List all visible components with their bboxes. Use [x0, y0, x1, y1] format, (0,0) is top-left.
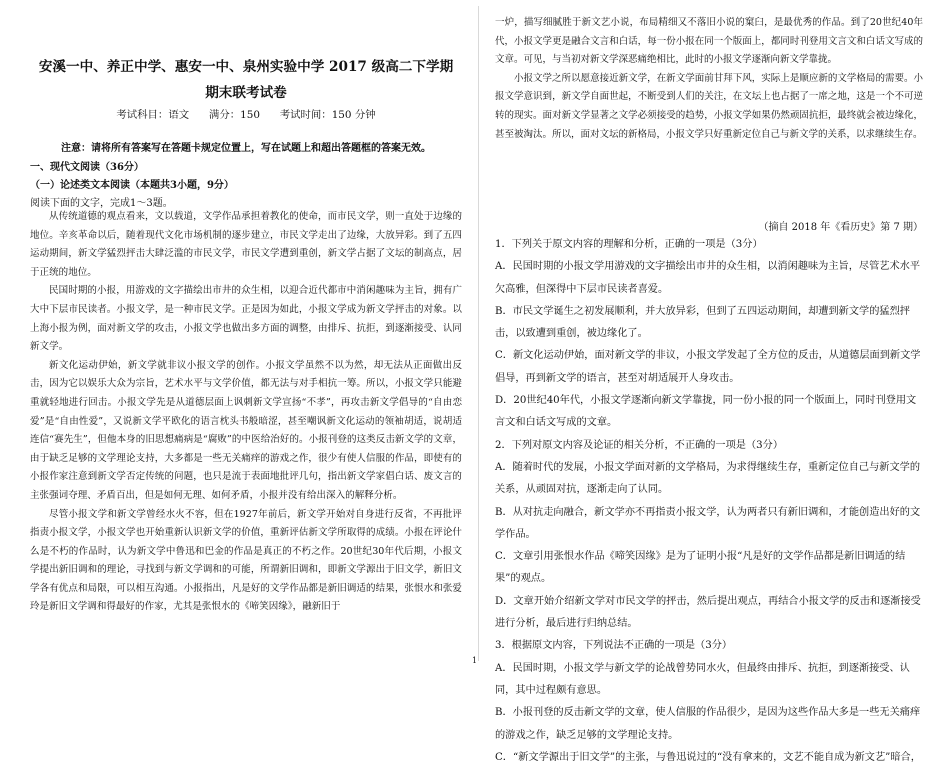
column-divider [478, 6, 479, 661]
question-option: C．新文化运动伊始，面对新文学的非议，小报文学发起了全方位的反击，从道德层面到新文学倡导，再到新文学的语言，甚至对胡适展开人身攻击。 [495, 350, 921, 384]
passage-paragraph: 小报文学之所以愿意接近新文学，在新文学面前甘拜下风，实际上是顺应新的文学格局的需要。小报文学意识到，新文学自面世起，不断受到人们的关注，在文坛上也占据了一席之地，这是一个不可逆转的现实。面对新文学显著之文学必须接受的趋势，小报文学如果仍然顽固抗拒，最终就会被边缘化，甚至被淘汰。所以，面对文坛的新格局，小报文学只好重新定位自己与新文学的关系，以求继续生存。 [495, 72, 923, 140]
exam-notice: 注意：请将所有答案写在答题卡规定位置上，写在试题上和超出答题框的答案无效。 [61, 143, 431, 154]
question-stem: 3．根据原文内容，下列说法不正确的一项是（3分） [495, 640, 733, 652]
passage-left [30, 208, 462, 617]
question-option: A．民国时期，小报文学与新文学的论战曾势同水火，但最终由排斥、抗拒，到逐渐接受、认同，其中过程颇有意思。 [495, 662, 910, 696]
question-option: D．20世纪40年代，小报文学逐渐向新文学靠拢，同一份小报的同一个版面上，同时刊登用文言文和白话文写成的文章。 [495, 395, 917, 429]
exam-title-line2: 期末联考试卷 [205, 85, 287, 101]
reading-instruction: 阅读下面的文字，完成1～3题。 [30, 198, 173, 209]
question-option: C．“新文学源出于旧文学”的主张，与鲁迅说过的“没有拿来的，文艺不能自成为新文艺”暗合， [495, 751, 921, 763]
passage-paragraph: 一炉，描写细腻胜于新文艺小说，布局精细又不落旧小说的窠臼，是最优秀的作品。到了20世纪40年代，小报文学更是融合文言和白话，每一份小报在同一个版面上，都同时刊登用文言文和白话文写成的文章。可见，与当初对新文学深恶痛绝相比，此时的小报文学逐渐向新文学靠拢。 [495, 17, 923, 66]
question-stem: 2．下列对原文内容及论证的相关分析，不正确的一项是（3分） [495, 439, 784, 451]
passage-source: （摘自 2018 年《看历史》第 7 期） [758, 222, 923, 233]
question-option: C．文章引用张恨水作品《啼笑因缘》是为了证明小报“凡是好的文学作品都是新旧调适的结果”的观点。 [495, 551, 906, 585]
question-option: D．文章开始介绍新文学对市民文学的抨击，然后提出观点，再结合小报文学的反击和逐渐接受进行分析，最后进行归纳总结。 [495, 595, 921, 630]
passage-right [495, 14, 923, 144]
question-option: A．民国时期的小报文学用游戏的文字描绘出市井的众生相，以消闲趣味为主旨，尽管艺术水平欠高雅，但深得中下层市民读者喜爱。 [495, 261, 921, 295]
question-option: B．从对抗走向融合，新文学亦不再指责小报文学，认为两者只有新旧调和，才能创造出好的文学作品。 [495, 506, 921, 540]
passage-paragraph: 从传统道德的观点看来，文以载道，文学作品承担着教化的使命，而市民文学，则一直处于边缘的地位。辛亥革命以后，随着现代文化市场机制的逐步建立，市民文学走出了边缘，大放异彩。到了五四运动期间，新文学猛烈抨击大肆泛滥的市民文学，市民文学遭到重创，新文学占据了文坛的制高点，居于正统的地位。 [30, 211, 462, 278]
subsection-heading: （一）论述类文本阅读（本题共3小题，9分） [30, 180, 234, 191]
exam-title-line1: 安溪一中、养正中学、惠安一中、泉州实验中学 2017 级高二下学期 [38, 59, 454, 75]
question-list [495, 234, 923, 769]
section-heading: 一、现代文阅读（36分） [30, 162, 144, 173]
question-option: A．随着时代的发展，小报文学面对新的文学格局，为求得继续生存，重新定位自己与新文学的关系，从顽固对抗，逐渐走向了认同。 [495, 461, 921, 496]
passage-paragraph: 尽管小报文学和新文学曾经水火不容，但在1927年前后，新文学开始对自身进行反省，不再批评指责小报文学，小报文学也开始重新认识新文学的价值，重新评估新文学所取得的成绩。小报在评论什么是不朽的作品时，认为新文学中鲁迅和巴金的作品是真正的不朽之作。20世纪30年代后期，小报文学提出新旧调和的理论，寻找到与新文学调和的可能，所谓新旧调和，即新文学源出于旧文学，新旧文学各有优点和局限，可以相互沟通。小报指出，凡是好的文学作品都是新旧调适的结果，张恨水和张爱玲是新旧文学调和得最好的作家，尤其是张恨水的《啼笑因缘》，融新旧于 [30, 508, 462, 613]
passage-paragraph: 新文化运动伊始，新文学就非议小报文学的创作。小报文学虽然不以为然，却无法从正面做出反击，因为它以娱乐大众为宗旨，艺术水平与文学价值，都无法与对手相抗一筹。所以，小报文学只能避重就轻地进行回击。小报文学先是从道德层面上讽刺新文学宣扬“不孝”，再攻击新文学倡导的“自由恋爱”是“自由性爱”，又说新文学平欧化的语言枕头书般暗涩，甚至嘲讽新文化运动的领袖胡适，说胡适连信“赛先生”，但他本身的旧思想痛病是“腐败”的中医给治好的。小报刊登的这类反击新文学的文章，由于缺乏足够的文学理论支持，大多都是一些无关痛痒的游戏之作，很少有使人信服的作品，即使有的小报作家注意到新文学否定传统的问题，也只是流于表面地批评几句，指出新文学家倡白话、废文言的主张强词夺理、矛盾百出，但是如何无理、如何矛盾，小报并没有给出深入的解释分析。 [30, 359, 462, 501]
exam-info: 考试科目：语文 满分：150 考试时间：150 分钟 [116, 109, 376, 121]
question-option: B．小报刊登的反击新文学的文章，使人信服的作品很少，是因为这些作品大多是一些无关痛痒的游戏之作，缺乏足够的文学理论支持。 [495, 707, 921, 741]
question-stem: 1．下列关于原文内容的理解和分析，正确的一项是（3分） [495, 239, 763, 250]
page-number: 1 [472, 656, 478, 665]
question-option: B．市民文学诞生之初发展顺利，并大放异彩，但到了五四运动期间，却遭到新文学的猛烈抨击，以致遭到重创，被边缘化了。 [495, 305, 910, 340]
passage-paragraph: 民国时期的小报，用游戏的文字描绘出市井的众生相，以迎合近代都市中消闲趣味为主旨，拥有广大中下层市民读者。小报文学，是一种市民文学。正是因为如此，小报文学成为新文学抨击的对象。以上海小报为例，面对新文学的攻击，小报文学也做出多方面的调整，由排斥、抗拒，到逐渐接受、认同新文学。 [30, 285, 462, 353]
